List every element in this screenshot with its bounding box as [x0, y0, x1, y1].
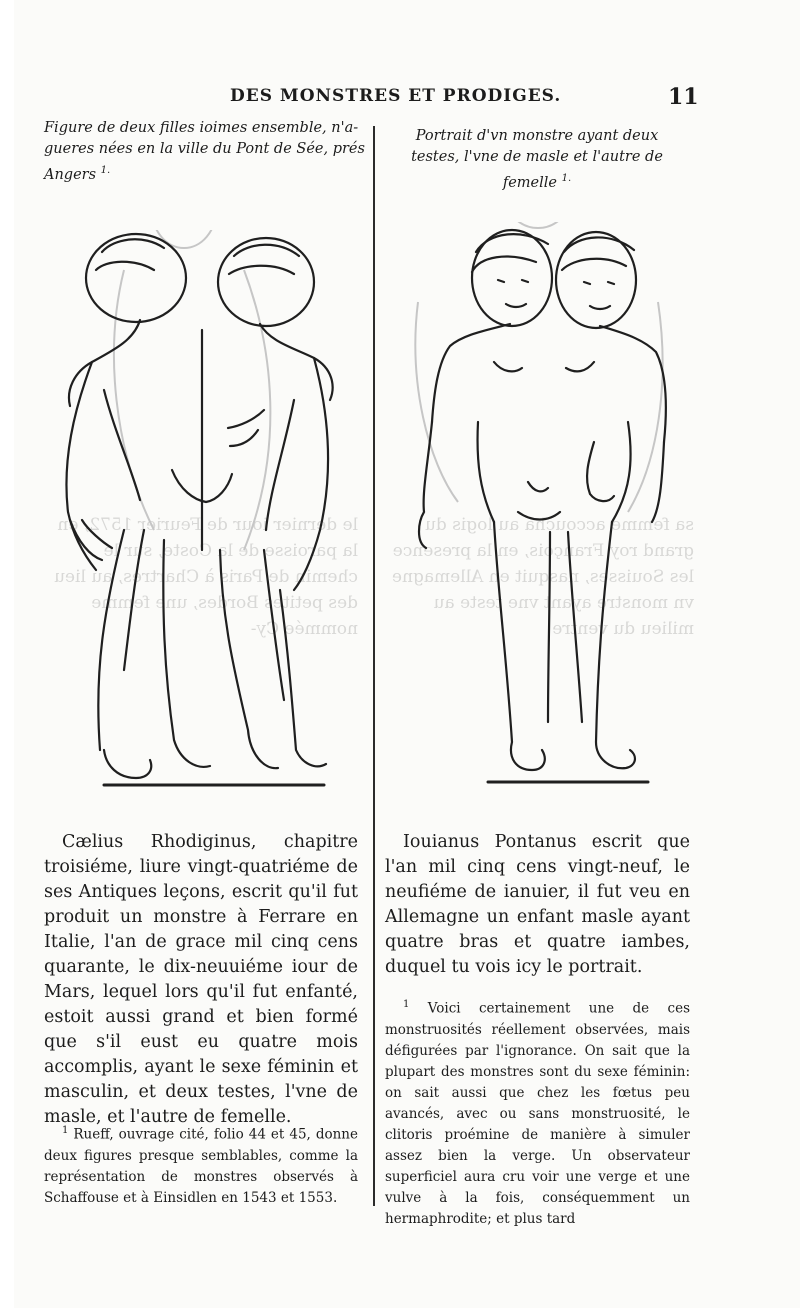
right-footnote-marker: 1 [403, 999, 410, 1010]
left-figure-caption [44, 118, 366, 186]
left-footnote [44, 1120, 358, 1209]
bleed-through-text-left: le dernier iour de Feurier 1572, en la paroisse de la Coste, sur le chemin de Paris à Chartres, au lieu des petites Bordes, une femme nommée Cy- [54, 515, 358, 639]
left-body-paragraph: Cælius Rhodiginus, chapitre troisiéme, liure vingt-quatriéme de ses Antiques leçons, escrit qu'il fut produit un monstre à Ferrare en Italie, l'an de grace mil cinq cens quarante, le dix-neuuiéme iour de Mars, lequel lors qu'il fut enfanté, estoit aussi grand et bien formé que s'il eust eu quatre mois accomplis, ayant le sexe féminin et masculin, et deux testes, l'vne de masle, et l'autre de femelle. [44, 832, 358, 1127]
left-caption-note: 1. [100, 165, 111, 176]
right-caption-text: Portrait d'vn monstre ayant deux testes, l'vne de masle et l'autre de femelle [411, 128, 663, 191]
right-footnote [385, 994, 690, 1230]
right-figure-caption [392, 126, 682, 194]
left-footnote-marker: 1 [62, 1125, 69, 1136]
running-header: DES MONSTRES ET PRODIGES. [230, 86, 562, 106]
two-headed-monster-engraving [398, 222, 678, 792]
page-margin [0, 0, 14, 1308]
page-number: 11 [668, 84, 699, 110]
left-footnote-text: Rueff, ouvrage cité, folio 44 et 45, donne deux figures presque semblables, comme la représentation de monstres observés à Schaffouse et à Einsidlen en 1543 et 1553. [44, 1126, 358, 1206]
right-footnote-text: Voici certainement une de ces monstruosités réellement observées, mais défigurées par l'ignorance. On sait que la plupart des monstres sont du sexe féminin: on sait aussi que chez les fœtus peu avancés, avec ou sans monstruosité, le clitoris proémine de manière à simuler assez bien la verge. Un observateur superficiel aura cru voir une verge et une vulve à la fois, conséquemment un hermaphrodite; et plus tard [385, 1000, 691, 1227]
right-body-paragraph: Iouianus Pontanus escrit que l'an mil cinq cens vingt-neuf, le neufiéme de ianuier, il fut veu en Allemagne un enfant masle ayant quatre bras et quatre iambes, duquel tu vois icy le portrait. [385, 832, 690, 977]
conjoined-twins-engraving [44, 230, 354, 790]
left-caption-text: Figure de deux filles ioimes ensemble, n'a-gueres nées en la ville du Pont de Sée, prés Angers [44, 120, 365, 183]
bleed-through-text-right: sa femme accoucha au logis du grand roy François, en la presence les Souisses, nasquit en Allemagne vn monstre ayant vne teste au milieu du ventre [391, 515, 694, 639]
column-divider [373, 126, 375, 1206]
right-caption-note: 1. [561, 173, 572, 184]
